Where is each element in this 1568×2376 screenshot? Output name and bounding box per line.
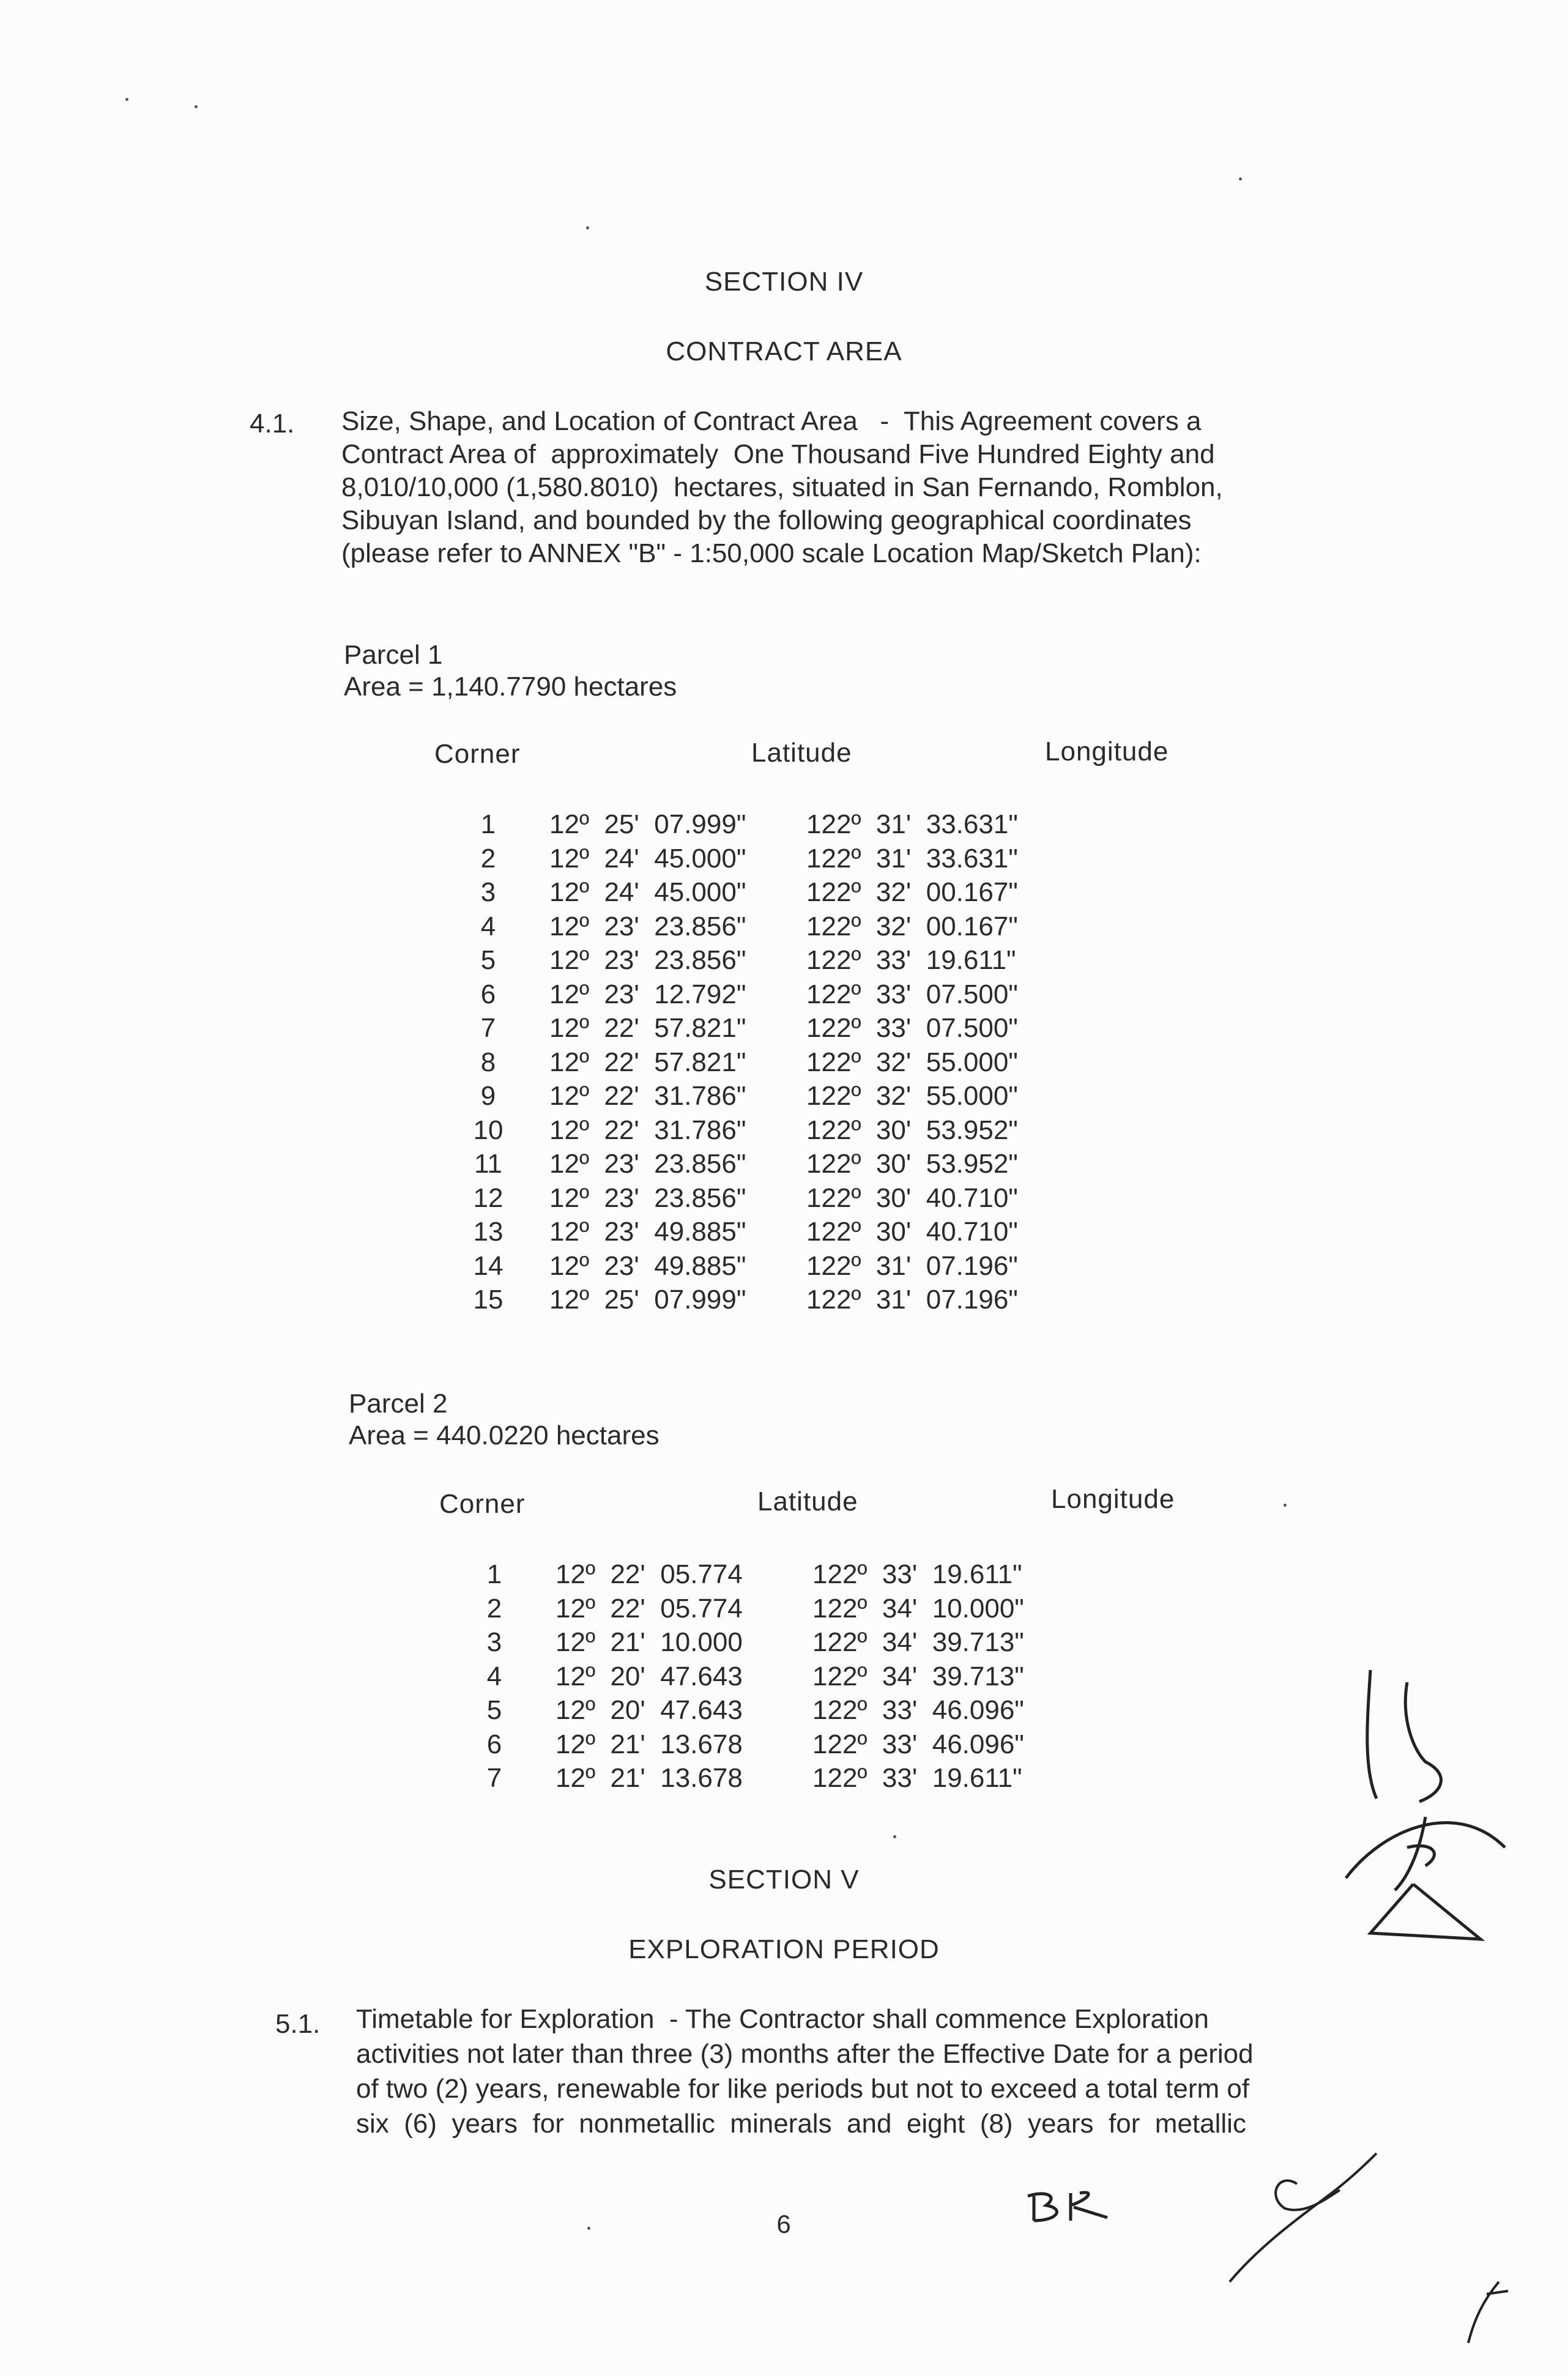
clause-line: (please refer to ANNEX "B" - 1:50,000 scale Location Map/Sketch Plan): — [341, 538, 1202, 568]
scan-speck — [1284, 1504, 1287, 1507]
longitude-cell: 122º 31' 33.631" — [806, 809, 1018, 839]
corner-cell: 7 — [480, 1013, 496, 1043]
parcel-name: Parcel 1 — [344, 640, 443, 670]
latitude-cell: 12º 21' 10.000 — [555, 1627, 743, 1657]
latitude-cell: 12º 22' 57.821" — [549, 1047, 746, 1077]
scan-speck — [125, 98, 128, 101]
corner-cell: 4 — [486, 1661, 502, 1691]
longitude-cell: 122º 31' 33.631" — [806, 843, 1018, 874]
scan-speck — [893, 1835, 896, 1838]
latitude-cell: 12º 24' 45.000" — [549, 843, 746, 874]
table-row — [427, 1079, 1063, 1113]
corner-cell: 7 — [486, 1763, 502, 1793]
corner-cell: 3 — [480, 877, 496, 907]
latitude-cell: 12º 20' 47.643 — [555, 1661, 743, 1691]
longitude-cell: 122º 32' 00.167" — [806, 911, 1018, 941]
corner-cell: 3 — [486, 1627, 502, 1657]
latitude-cell: 12º 23' 23.856" — [549, 945, 746, 975]
column-header-latitude: Latitude — [751, 738, 852, 768]
clause-line: of two (2) years, renewable for like periods but not to exceed a total term of — [356, 2074, 1250, 2104]
longitude-cell: 122º 33' 19.611" — [812, 1763, 1022, 1793]
signature-mark — [1456, 2257, 1523, 2349]
clause-line: Timetable for Exploration - The Contractor shall commence Exploration — [356, 2004, 1209, 2034]
table-row — [427, 1113, 1063, 1148]
longitude-cell: 122º 33' 19.611" — [806, 945, 1016, 975]
scan-speck — [1239, 177, 1242, 180]
coordinates-table — [433, 1557, 1069, 1795]
latitude-cell: 12º 21' 13.678 — [555, 1763, 743, 1793]
latitude-cell: 12º 25' 07.999" — [549, 1285, 746, 1315]
corner-cell: 4 — [480, 911, 496, 941]
column-header-corner: Corner — [439, 1489, 526, 1519]
corner-cell: 11 — [474, 1149, 502, 1179]
corner-cell: 5 — [480, 945, 496, 975]
latitude-cell: 12º 23' 49.885" — [549, 1250, 746, 1281]
clause-line: Contract Area of approximately One Thousand Five Hundred Eighty and — [341, 439, 1215, 469]
corner-cell: 15 — [473, 1285, 503, 1315]
parcel-name: Parcel 2 — [349, 1389, 448, 1419]
longitude-cell: 122º 31' 07.196" — [806, 1285, 1018, 1315]
page-number: 6 — [776, 2210, 792, 2238]
table-row — [427, 842, 1063, 876]
scan-speck — [586, 226, 589, 229]
latitude-cell: 12º 24' 45.000" — [549, 877, 746, 907]
initials-mark — [1022, 2184, 1132, 2239]
latitude-cell: 12º 23' 23.856" — [549, 1182, 746, 1213]
longitude-cell: 122º 30' 53.952" — [806, 1149, 1018, 1179]
clause-number: 4.1. — [250, 409, 295, 439]
latitude-cell: 12º 21' 13.678 — [555, 1729, 743, 1759]
longitude-cell: 122º 33' 07.500" — [806, 1013, 1018, 1043]
corner-cell: 9 — [480, 1081, 496, 1111]
table-row — [433, 1728, 1069, 1762]
latitude-cell: 12º 23' 23.856" — [549, 911, 746, 941]
table-row — [427, 807, 1063, 842]
longitude-cell: 122º 30' 53.952" — [806, 1115, 1018, 1145]
table-row — [427, 910, 1063, 944]
coordinates-table — [427, 807, 1063, 1317]
clause-line: activities not later than three (3) months after the Effective Date for a period — [356, 2039, 1254, 2069]
section-heading: SECTION IV — [704, 267, 864, 297]
table-row — [427, 1215, 1063, 1249]
corner-cell: 12 — [473, 1182, 503, 1213]
corner-cell: 13 — [473, 1217, 503, 1247]
latitude-cell: 12º 22' 05.774 — [555, 1559, 743, 1589]
table-row — [433, 1625, 1069, 1660]
longitude-cell: 122º 30' 40.710" — [806, 1217, 1018, 1247]
corner-cell: 2 — [480, 843, 496, 874]
latitude-cell: 12º 22' 05.774 — [555, 1593, 743, 1624]
longitude-cell: 122º 30' 40.710" — [806, 1182, 1018, 1213]
corner-cell: 1 — [480, 809, 496, 839]
corner-cell: 2 — [486, 1593, 502, 1624]
clause-line: Size, Shape, and Location of Contract Area - This Agreement covers a — [341, 406, 1202, 436]
longitude-cell: 122º 33' 07.500" — [806, 979, 1018, 1009]
corner-cell: 5 — [486, 1695, 502, 1725]
latitude-cell: 12º 23' 23.856" — [549, 1149, 746, 1179]
clause-number: 5.1. — [275, 2009, 321, 2039]
latitude-cell: 12º 22' 57.821" — [549, 1013, 746, 1043]
clause-line: 8,010/10,000 (1,580.8010) hectares, situated in San Fernando, Romblon, — [341, 472, 1223, 502]
table-row — [433, 1557, 1069, 1592]
table-row — [433, 1693, 1069, 1728]
column-header-latitude: Latitude — [757, 1487, 858, 1517]
table-row — [427, 1045, 1063, 1080]
scan-speck — [195, 105, 198, 108]
clause-line: six (6) years for nonmetallic minerals and eight (8) years for metallic — [356, 2109, 1246, 2139]
longitude-cell: 122º 34' 10.000" — [812, 1593, 1024, 1624]
table-row — [427, 1011, 1063, 1045]
latitude-cell: 12º 20' 47.643 — [555, 1695, 743, 1725]
parcel-area: Area = 1,140.7790 hectares — [344, 672, 677, 702]
table-row — [433, 1761, 1069, 1795]
section-title: CONTRACT AREA — [666, 336, 902, 366]
longitude-cell: 122º 31' 07.196" — [806, 1250, 1018, 1281]
table-row — [427, 1283, 1063, 1317]
section-title: EXPLORATION PERIOD — [628, 1934, 940, 1964]
longitude-cell: 122º 34' 39.713" — [812, 1661, 1024, 1691]
latitude-cell: 12º 23' 49.885" — [549, 1217, 746, 1247]
column-header-longitude: Longitude — [1045, 737, 1169, 767]
table-row — [427, 943, 1063, 978]
longitude-cell: 122º 33' 46.096" — [812, 1695, 1024, 1725]
longitude-cell: 122º 32' 55.000" — [806, 1081, 1018, 1111]
table-row — [433, 1660, 1069, 1694]
table-row — [427, 978, 1063, 1012]
longitude-cell: 122º 33' 46.096" — [812, 1729, 1024, 1759]
longitude-cell: 122º 32' 55.000" — [806, 1047, 1018, 1077]
table-row — [427, 875, 1063, 910]
clause-line: Sibuyan Island, and bounded by the following geographical coordinates — [341, 505, 1192, 535]
longitude-cell: 122º 33' 19.611" — [812, 1559, 1022, 1589]
parcel-area: Area = 440.0220 hectares — [349, 1420, 660, 1450]
longitude-cell: 122º 34' 39.713" — [812, 1627, 1024, 1657]
corner-cell: 8 — [480, 1047, 496, 1077]
latitude-cell: 12º 25' 07.999" — [549, 809, 746, 839]
table-row — [427, 1249, 1063, 1283]
corner-cell: 10 — [473, 1115, 503, 1145]
table-row — [433, 1592, 1069, 1626]
column-header-corner: Corner — [434, 739, 521, 769]
clause-text — [341, 405, 1352, 570]
table-row — [427, 1147, 1063, 1181]
corner-cell: 1 — [486, 1559, 502, 1589]
latitude-cell: 12º 22' 31.786" — [549, 1081, 746, 1111]
column-header-longitude: Longitude — [1051, 1484, 1175, 1514]
corner-cell: 14 — [473, 1250, 503, 1281]
clause-text — [356, 2002, 1359, 2141]
corner-cell: 6 — [480, 979, 496, 1009]
corner-cell: 6 — [486, 1729, 502, 1759]
signature-mark — [1334, 1646, 1517, 1964]
scan-speck — [587, 2227, 590, 2230]
latitude-cell: 12º 23' 12.792" — [549, 979, 746, 1009]
section-heading: SECTION V — [708, 1865, 860, 1895]
table-row — [427, 1181, 1063, 1216]
latitude-cell: 12º 22' 31.786" — [549, 1115, 746, 1145]
longitude-cell: 122º 32' 00.167" — [806, 877, 1018, 907]
signature-mark — [1217, 2141, 1389, 2288]
